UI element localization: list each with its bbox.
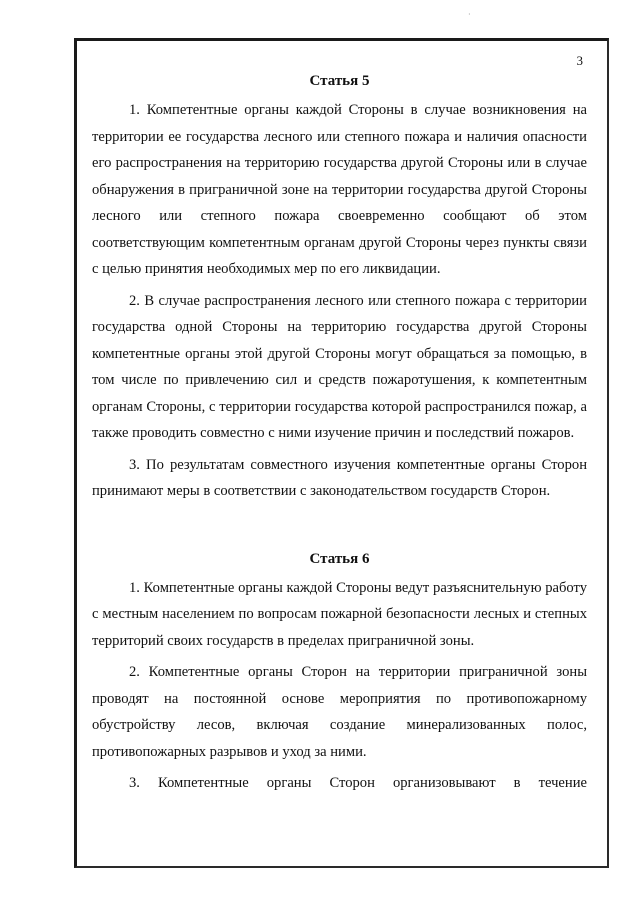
article-paragraph: 2. В случае распространения лесного или степного пожара с территории государства одной Стороны на территорию государства другой Стороны компетентные органы этой другой Стороны могут обращаться за помощью, в том числе по привлечению сил и средств пожаротушения, к компетентным органам Стороны, с территории государства которой распространился пожар, а также проводить совместно с ними изучение причин и последствий пожаров. bbox=[92, 292, 587, 441]
document-body bbox=[92, 71, 587, 797]
article-paragraph: 2. Компетентные органы Сторон на территории приграничной зоны проводят на постоянной основе мероприятия по противопожарному обустройству лесов, включая создание минерализованных полос, противопожарных разрывов и уход за ними. bbox=[92, 664, 587, 760]
scan-speck: · bbox=[468, 10, 471, 19]
article-title: Статья 6 bbox=[309, 550, 370, 567]
article-5 bbox=[92, 71, 587, 505]
article-title: Статья 5 bbox=[309, 73, 370, 89]
article-paragraph: 1. Компетентные органы каждой Стороны ведут разъяснительную работу с местным населением по вопросам пожарной безопасности лесных и степных территорий своих государств в пределах приграничной зоны. bbox=[92, 579, 587, 649]
article-paragraph: 1. Компетентные органы каждой Стороны в случае возникновения на территории ее государства лесного или степного пожара и наличия опасности его распространения на территорию государства другой Стороны или в случае обнаружения в приграничной зоне на территории государства другой Стороны лесного или степного пожара своевременно сообщают об этом соответствующим компетентным органам другой Стороны через пункты связи с целью принятия необходимых мер по его ликвидации. bbox=[92, 102, 587, 277]
page-frame bbox=[74, 38, 609, 868]
article-paragraph: 3. По результатам совместного изучения компетентные органы Сторон принимают меры в соответствии с законодательством государств Сторон. bbox=[92, 456, 587, 499]
article-6 bbox=[92, 549, 587, 797]
article-paragraph: 3. Компетентные органы Сторон организовывают в течение bbox=[129, 775, 587, 791]
page-number: 3 bbox=[576, 53, 583, 68]
